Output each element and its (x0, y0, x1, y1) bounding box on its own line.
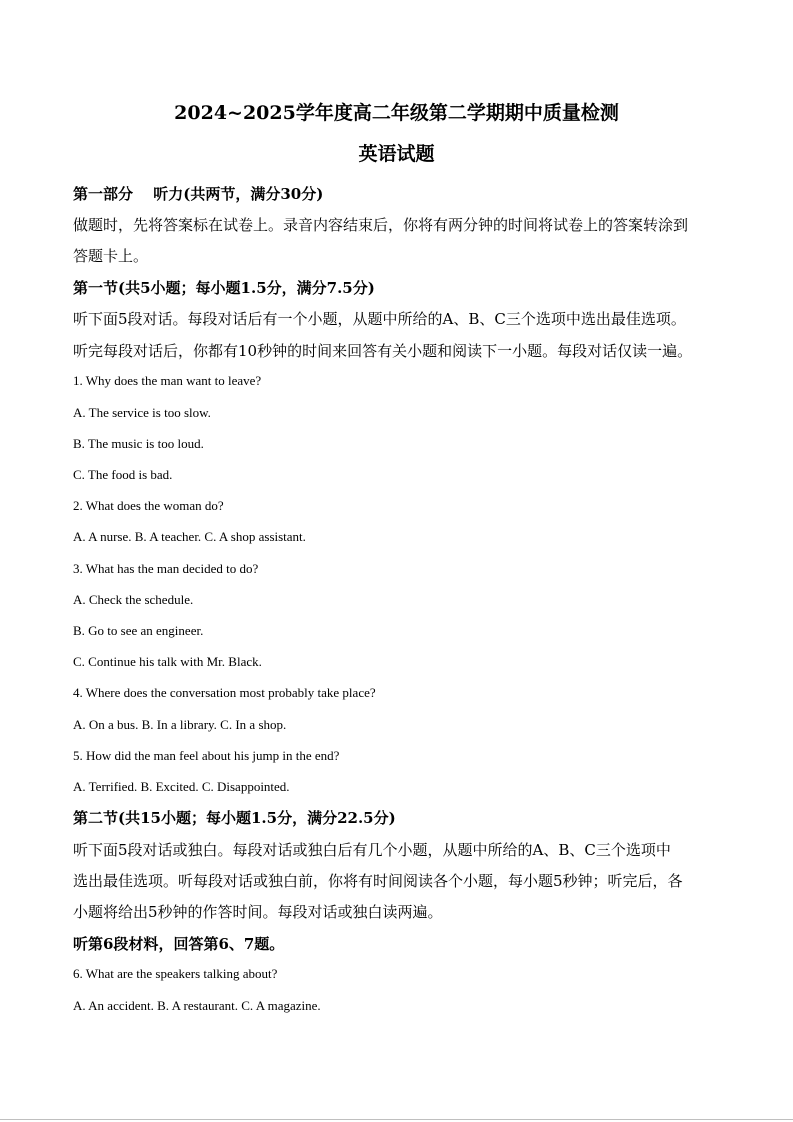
question-5: 5. How did the man feel about his jump in the end? (73, 748, 340, 763)
part1-instruction-line2: 答题卡上。 (73, 247, 149, 265)
question-6: 6. What are the speakers talking about? (73, 966, 278, 981)
question-1-option-c: C. The food is bad. (73, 467, 173, 482)
question-1-option-b: B. The music is too loud. (73, 436, 204, 451)
question-4: 4. Where does the conversation most probably take place? (73, 685, 376, 700)
section2-instruction-line1: 听下面5段对话或独白。每段对话或独白后有几个小题，从题中所给的A、B、C三个选项中 (73, 841, 671, 859)
part1-instruction-line1: 做题时，先将答案标在试卷上。录音内容结束后，你将有两分钟的时间将试卷上的答案转涂到 (73, 216, 689, 234)
section1-instruction-line2: 听完每段对话后，你都有10秒钟的时间来回答有关小题和阅读下一小题。每段对话仅读一遍。 (73, 342, 693, 360)
exam-title: 2024~2025学年度高二年级第二学期期中质量检测 (174, 102, 619, 124)
page-bottom-rule (0, 1119, 793, 1120)
question-3: 3. What has the man decided to do? (73, 561, 259, 576)
question-5-options: A. Terrified. B. Excited. C. Disappointed. (73, 779, 290, 794)
question-6-options: A. An accident. B. A restaurant. C. A magazine. (73, 998, 321, 1013)
section2-instruction-line2: 选出最佳选项。听每段对话或独白前，你将有时间阅读各个小题，每小题5秒钟；听完后，各 (73, 872, 683, 890)
question-4-options: A. On a bus. B. In a library. C. In a shop. (73, 717, 287, 732)
section1-instruction-line1: 听下面5段对话。每段对话后有一个小题，从题中所给的A、B、C三个选项中选出最佳选项。 (73, 310, 686, 328)
question-1: 1. Why does the man want to leave? (73, 373, 262, 388)
section2-instruction-line3: 小题将给出5秒钟的作答时间。每段对话或独白读两遍。 (73, 903, 443, 921)
section1-heading: 第一节(共5小题；每小题1.5分，满分7.5分) (73, 279, 375, 297)
part1-heading: 第一部分 听力(共两节，满分30分) (73, 185, 324, 203)
material-6-heading: 听第6段材料，回答第6、7题。 (73, 935, 285, 953)
question-2-options: A. A nurse. B. A teacher. C. A shop assistant. (73, 529, 306, 544)
section2-heading: 第二节(共15小题；每小题1.5分，满分22.5分) (73, 809, 396, 827)
question-3-option-b: B. Go to see an engineer. (73, 623, 204, 638)
question-2: 2. What does the woman do? (73, 498, 224, 513)
exam-subtitle: 英语试题 (358, 143, 435, 165)
question-1-option-a: A. The service is too slow. (73, 405, 211, 420)
question-3-option-a: A. Check the schedule. (73, 592, 194, 607)
question-3-option-c: C. Continue his talk with Mr. Black. (73, 654, 262, 669)
